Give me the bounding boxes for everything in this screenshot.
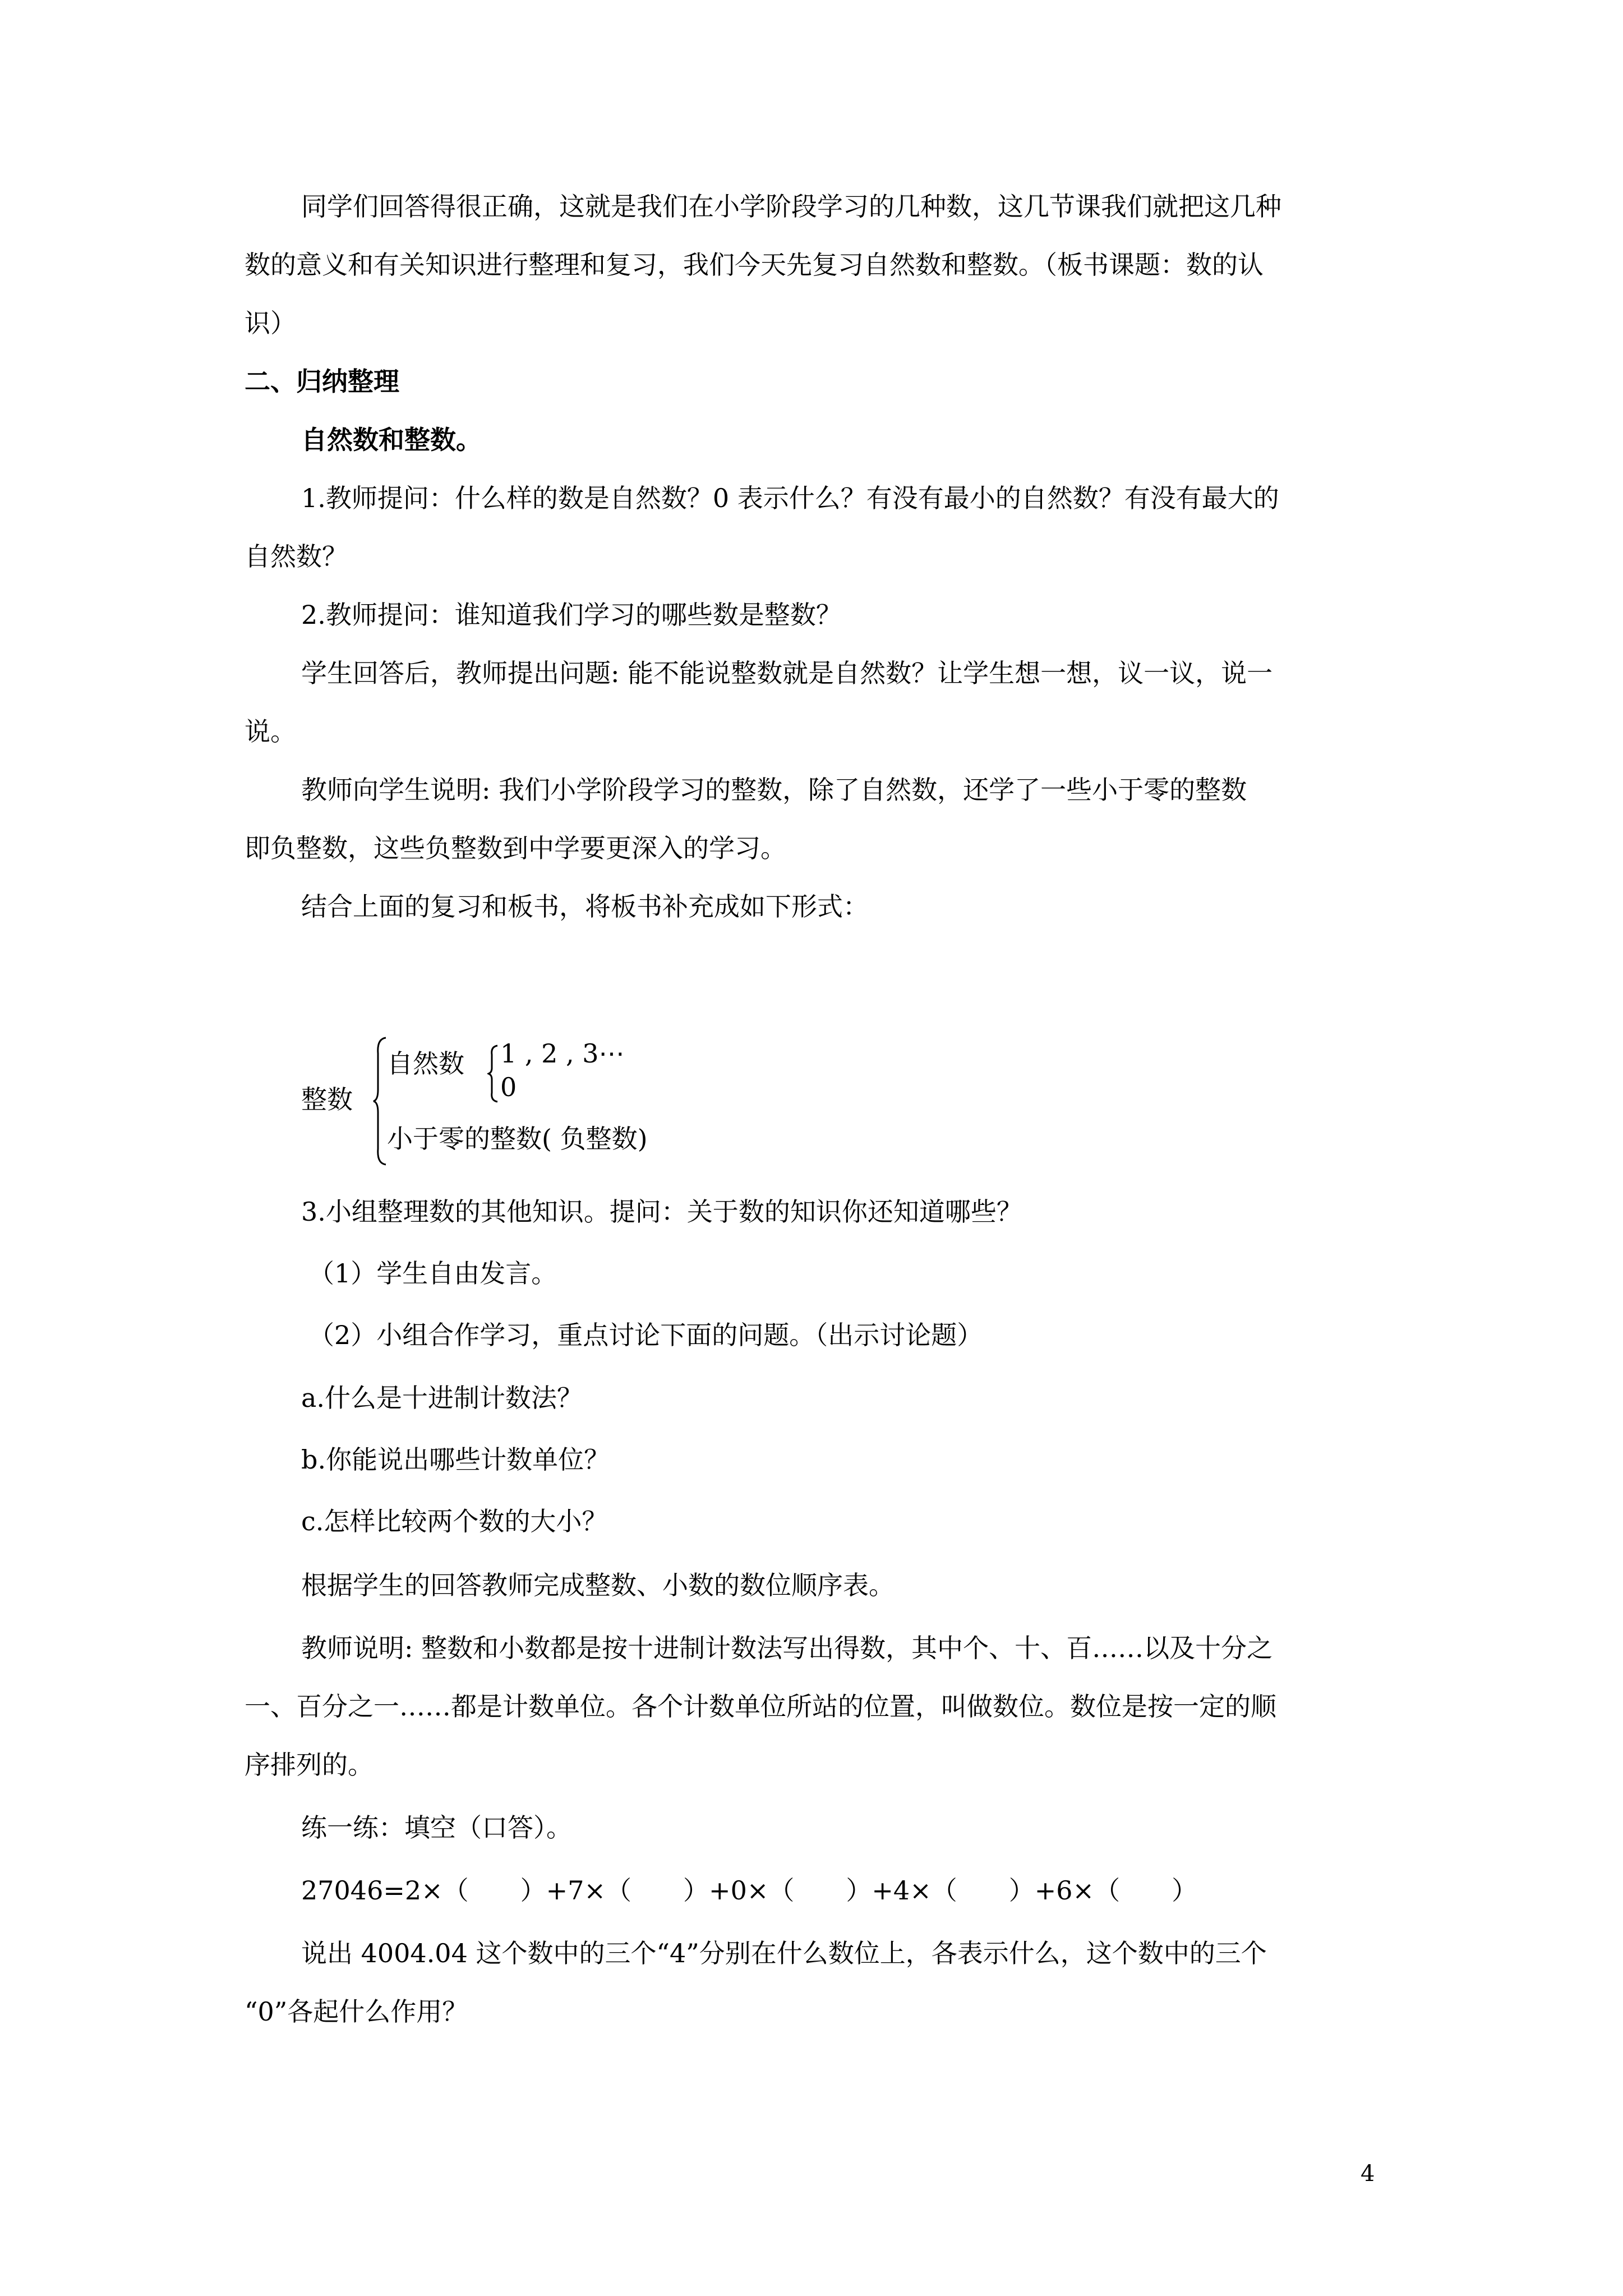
question-digits-line-2: “0”各起什么作用？ — [245, 1996, 468, 2027]
diagram-natural-label: 自然数 — [387, 1048, 464, 1079]
practice-equation: 27046=2×（ ）+7×（ ）+0×（ ）+4×（ ）+6×（ ） — [301, 1875, 1198, 1906]
teacher-explain-line-1: 教师向学生说明: 我们小学阶段学习的整数，除了自然数，还学了一些小于零的整数 — [301, 775, 1247, 805]
student-answer-line-1: 学生回答后，教师提出问题: 能不能说整数就是自然数？让学生想一想，议一议，说一 — [301, 658, 1273, 688]
section-subheading: 自然数和整数。 — [301, 425, 482, 455]
page-number: 4 — [1361, 2161, 1375, 2187]
practice-heading: 练一练：填空（口答）。 — [301, 1812, 572, 1843]
question-1-line-2: 自然数？ — [245, 541, 348, 572]
diagram-zero-label: 0 — [500, 1072, 517, 1102]
question-1-line-1: 1.教师提问：什么样的数是自然数？0 表示什么？有没有最小的自然数？有没有最大的 — [301, 483, 1279, 513]
section-heading: 二、归纳整理 — [245, 366, 399, 397]
teacher-note-line-1: 教师说明: 整数和小数都是按十进制计数法写出得数，其中个、十、百……以及十分之 — [301, 1633, 1273, 1663]
question-digits-line-1: 说出 4004.04 这个数中的三个“4”分别在什么数位上，各表示什么，这个数中的三个 — [301, 1938, 1267, 1968]
discussion-c: c.怎样比较两个数的大小？ — [301, 1506, 608, 1536]
student-answer-line-2: 说。 — [245, 716, 296, 747]
paragraph-intro-line-1: 同学们回答得很正确，这就是我们在小学阶段学习的几种数，这几节课我们就把这几种 — [301, 191, 1281, 222]
teacher-explain-line-2: 即负整数，这些负整数到中学要更深入的学习。 — [245, 833, 786, 863]
left-brace-icon — [487, 1045, 499, 1103]
question-3: 3.小组整理数的其他知识。提问：关于数的知识你还知道哪些？ — [301, 1197, 1022, 1227]
discussion-a: a.什么是十进制计数法？ — [301, 1383, 583, 1413]
left-brace-icon — [372, 1037, 387, 1166]
diagram-positive-label: 1 , 2 , 3⋯ — [500, 1038, 625, 1069]
diagram-root-label: 整数 — [301, 1084, 353, 1115]
table-note: 根据学生的回答教师完成整数、小数的数位顺序表。 — [301, 1570, 895, 1600]
combine-note: 结合上面的复习和板书，将板书补充成如下形式： — [301, 891, 869, 922]
teacher-note-line-3: 序排列的。 — [245, 1750, 374, 1780]
question-2: 2.教师提问：谁知道我们学习的哪些数是整数？ — [301, 600, 842, 630]
paragraph-intro-line-3: 识） — [245, 308, 296, 338]
diagram-negative-label: 小于零的整数( 负整数) — [387, 1124, 648, 1154]
sub-item-1: （1）学生自由发言。 — [308, 1258, 557, 1289]
paragraph-intro-line-2: 数的意义和有关知识进行整理和复习，我们今天先复习自然数和整数。（板书课题：数的认 — [245, 250, 1264, 280]
sub-item-2: （2）小组合作学习，重点讨论下面的问题。（出示讨论题） — [308, 1320, 983, 1350]
teacher-note-line-2: 一、百分之一……都是计数单位。各个计数单位所站的位置，叫做数位。数位是按一定的顺 — [245, 1691, 1276, 1722]
discussion-b: b.你能说出哪些计数单位？ — [301, 1444, 610, 1475]
